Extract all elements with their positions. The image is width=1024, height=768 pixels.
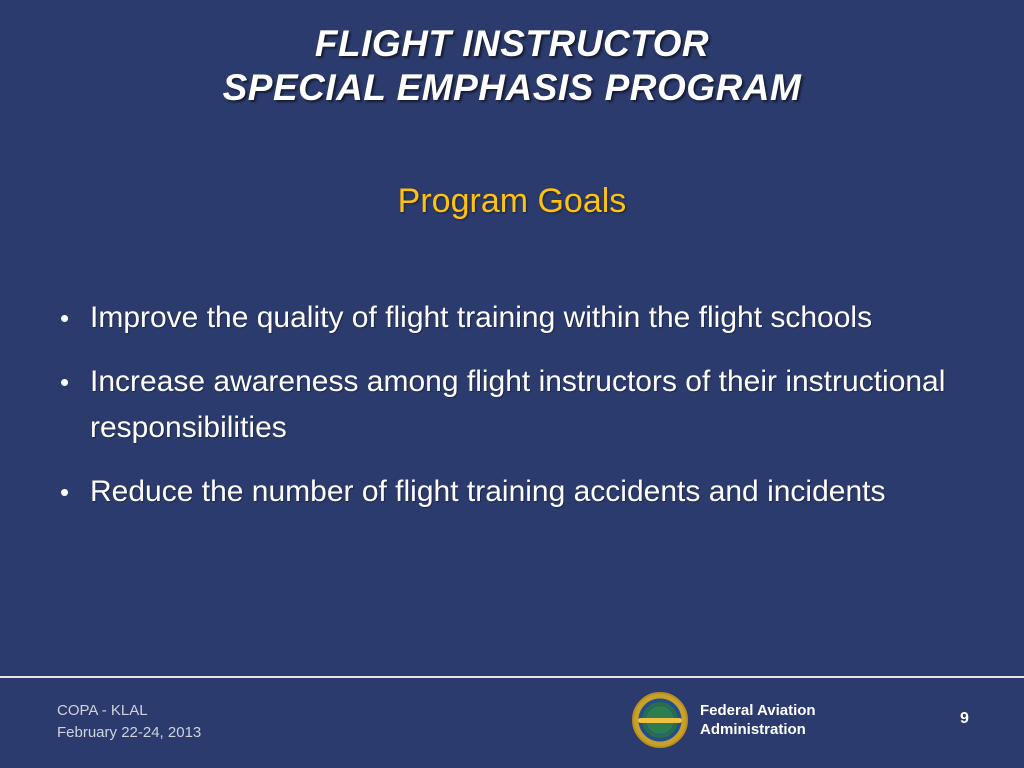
slide-subtitle: Program Goals	[397, 182, 627, 220]
bullet-icon: •	[60, 303, 70, 333]
list-item-text: Reduce the number of flight training accidents and incidents	[90, 475, 886, 508]
title-line-1: FLIGHT INSTRUCTOR	[314, 23, 710, 64]
footer-meta	[57, 700, 201, 744]
bullet-list	[52, 295, 982, 533]
faa-seal-wing	[638, 718, 682, 723]
bullet-icon: •	[60, 367, 70, 397]
slide-title	[0, 22, 1024, 110]
faa-agency-line-2: Administration	[700, 721, 806, 738]
footer-event: COPA - KLAL	[57, 702, 148, 719]
list-item-text: Increase awareness among flight instructors of their instructional responsibilities	[90, 365, 946, 444]
list-item	[52, 359, 982, 451]
title-line-2: SPECIAL EMPHASIS PROGRAM	[222, 67, 802, 108]
faa-agency-line-1: Federal Aviation	[700, 702, 816, 719]
page-number: 9	[960, 710, 969, 727]
list-item-text: Improve the quality of flight training within the flight schools	[90, 301, 873, 334]
footer-divider	[0, 676, 1024, 678]
footer-date: February 22-24, 2013	[57, 724, 202, 741]
faa-seal-icon	[632, 692, 688, 748]
faa-agency-name	[700, 701, 816, 739]
list-item	[52, 469, 982, 515]
bullet-icon: •	[60, 477, 70, 507]
faa-branding	[632, 692, 816, 748]
list-item	[52, 295, 982, 341]
